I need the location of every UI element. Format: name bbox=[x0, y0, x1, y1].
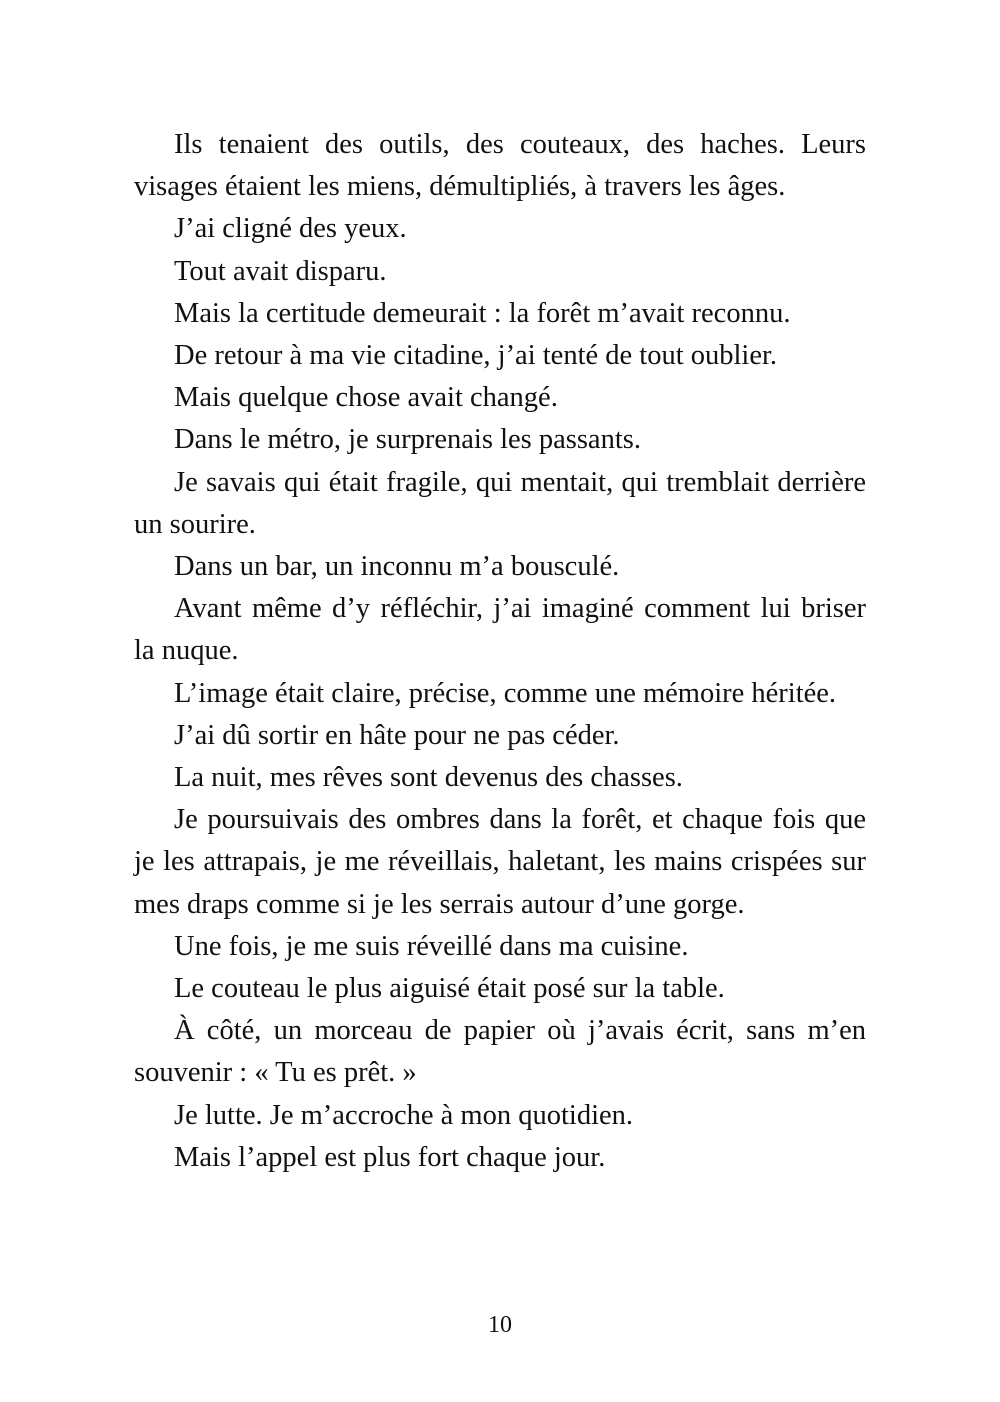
paragraph: Avant même d’y réfléchir, j’ai imaginé comment lui briser la nuque. bbox=[134, 593, 866, 667]
paragraph: Mais quelque chose avait changé. bbox=[174, 382, 558, 414]
page-number: 10 bbox=[488, 1312, 512, 1338]
paragraph: À côté, un morceau de papier où j’avais écrit, sans m’en souvenir : « Tu es prêt. » bbox=[134, 1015, 866, 1089]
paragraph: Mais l’appel est plus fort chaque jour. bbox=[174, 1141, 606, 1173]
paragraph: Dans le métro, je surprenais les passants. bbox=[174, 424, 641, 456]
paragraph: J’ai cligné des yeux. bbox=[174, 213, 407, 245]
paragraph: Une fois, je me suis réveillé dans ma cuisine. bbox=[174, 930, 689, 962]
body-text bbox=[134, 124, 866, 1179]
paragraph: Je lutte. Je m’accroche à mon quotidien. bbox=[174, 1099, 634, 1131]
paragraph: De retour à ma vie citadine, j’ai tenté de tout oublier. bbox=[174, 340, 778, 372]
paragraph: Mais la certitude demeurait : la forêt m’avait reconnu. bbox=[174, 297, 791, 329]
paragraph: Ils tenaient des outils, des couteaux, des haches. Leurs visages étaient les miens, démultipliés, à travers les âges. bbox=[134, 129, 866, 203]
paragraph: Je savais qui était fragile, qui mentait, qui tremblait derrière un sourire. bbox=[134, 466, 866, 540]
paragraph: La nuit, mes rêves sont devenus des chasses. bbox=[174, 762, 683, 794]
paragraph: J’ai dû sortir en hâte pour ne pas céder. bbox=[174, 719, 620, 751]
paragraph: Le couteau le plus aiguisé était posé sur la table. bbox=[174, 973, 725, 1005]
paragraph: L’image était claire, précise, comme une mémoire héritée. bbox=[174, 677, 837, 709]
paragraph: Tout avait disparu. bbox=[174, 255, 387, 287]
paragraph: Je poursuivais des ombres dans la forêt, et chaque fois que je les attrapais, je me réveillais, haletant, les mains crispées sur mes draps comme si je les serrais autour d’une gorge. bbox=[134, 804, 866, 920]
paragraph: Dans un bar, un inconnu m’a bousculé. bbox=[174, 551, 620, 583]
